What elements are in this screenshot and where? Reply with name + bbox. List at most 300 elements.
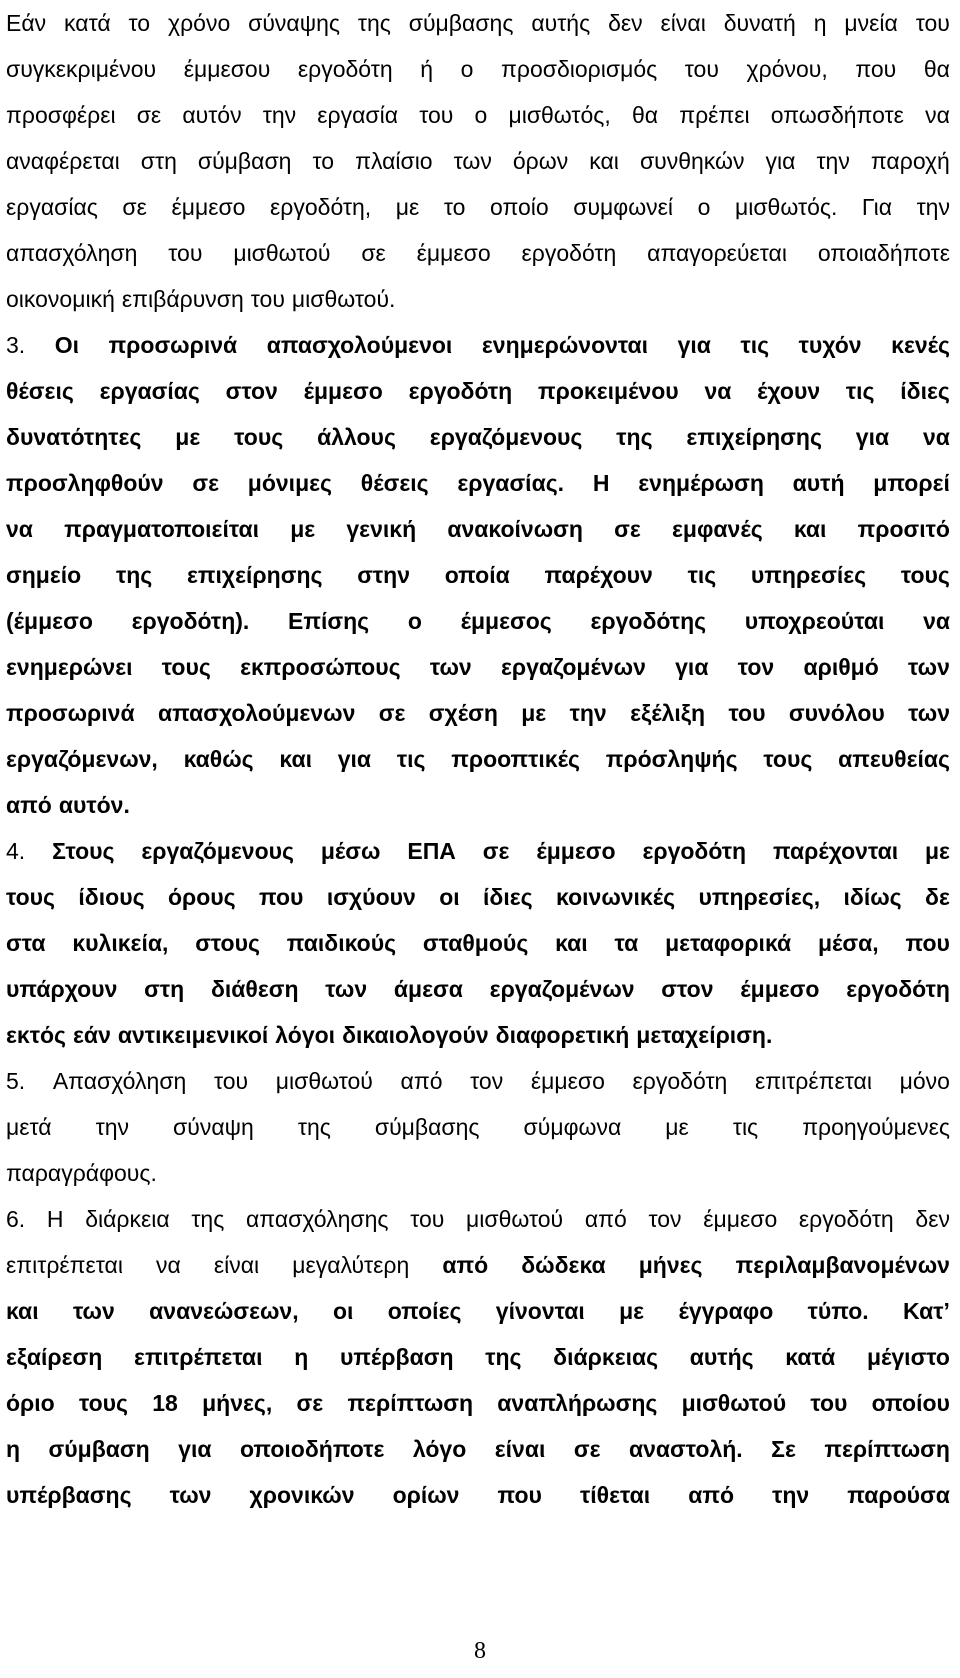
word: με: [521, 700, 547, 726]
word: γενική: [346, 516, 417, 542]
word: (έμμεσο: [6, 608, 93, 634]
word: τον: [648, 1206, 682, 1232]
word: προσδιορισμός: [501, 56, 658, 82]
word: Επίσης: [288, 608, 370, 634]
word: επιτρέπεται: [754, 1068, 872, 1094]
word: παρέχονται: [772, 838, 899, 864]
word: θέσεις: [360, 470, 429, 496]
word: μεταχείριση.: [636, 1022, 773, 1048]
paragraph: [6, 828, 950, 1058]
word: εργασίας: [6, 194, 98, 220]
word: έχουν: [757, 378, 821, 404]
word: να: [925, 102, 950, 128]
word: επιτρέπεται: [6, 1252, 123, 1278]
word: εκτός: [6, 1022, 67, 1048]
text-line: [6, 276, 950, 322]
word: σύμβασης: [408, 10, 514, 36]
word: έμμεσος: [460, 608, 552, 634]
word: δεν: [915, 1206, 950, 1232]
text-line: [6, 92, 950, 138]
word: στον: [661, 976, 714, 1002]
word: Στους: [52, 838, 115, 864]
word: εργοδότη: [632, 1068, 728, 1094]
word: λόγοι: [275, 1022, 336, 1048]
word: καθώς: [183, 746, 254, 772]
word: εργοδότη: [642, 838, 747, 864]
word: ΕΠΑ: [407, 838, 456, 864]
text-line: [6, 460, 950, 506]
word: κενές: [891, 332, 950, 358]
word: οποίου: [871, 1390, 950, 1416]
text-line: [6, 920, 950, 966]
word: της: [485, 1344, 522, 1370]
document-body: [6, 0, 950, 1518]
word: σε: [378, 700, 406, 726]
word: διαφορετική: [495, 1022, 630, 1048]
word: ο: [460, 56, 474, 82]
text-line: [6, 230, 950, 276]
word: του: [728, 700, 766, 726]
word: την: [916, 194, 950, 220]
word: προηγούμενες: [802, 1114, 950, 1140]
word: η: [6, 1436, 21, 1462]
word: προσιτό: [857, 516, 950, 542]
word: τις: [396, 746, 426, 772]
word: που: [905, 930, 950, 956]
word: συμφωνεί: [573, 194, 674, 220]
word: περίπτωση: [347, 1390, 474, 1416]
word: στην: [357, 562, 411, 588]
word: παρούσα: [847, 1482, 950, 1508]
word: να: [923, 608, 950, 634]
word: την: [816, 148, 850, 174]
word: ισχύουν: [326, 884, 416, 910]
word: μέγιστο: [866, 1344, 950, 1370]
word: των: [325, 976, 368, 1002]
text-line: [6, 598, 950, 644]
word: μετά: [6, 1114, 52, 1140]
word: σε: [573, 1436, 601, 1462]
word: και: [279, 746, 312, 772]
word: δικαιολογούν: [342, 1022, 489, 1048]
word: αυτόν.: [58, 792, 130, 818]
text-line: [6, 184, 950, 230]
word: σύναψη: [173, 1114, 254, 1140]
document-page: [6, 0, 950, 1518]
word: μνεία: [844, 10, 898, 36]
word: σε: [122, 194, 147, 220]
word: όρων: [512, 148, 569, 174]
word: προοπτικές: [451, 746, 580, 772]
word: παραγράφους.: [6, 1160, 157, 1186]
word: του: [168, 240, 203, 266]
word: αυτής: [531, 10, 591, 36]
word: σε: [136, 102, 162, 128]
word: ίδιες: [483, 884, 533, 910]
word: από: [400, 1068, 443, 1094]
word: εργοδότη).: [131, 608, 250, 634]
word: αυτή: [792, 470, 845, 496]
text-line: [6, 506, 950, 552]
word: αυτόν: [182, 102, 242, 128]
word: Η: [46, 1206, 64, 1232]
word: υπέρβαση: [339, 1344, 454, 1370]
word: αναπλήρωσης: [497, 1390, 658, 1416]
word: απευθείας: [838, 746, 950, 772]
word: εργοδότη: [846, 976, 950, 1002]
word: απαγορεύεται: [647, 240, 787, 266]
text-line: [6, 368, 950, 414]
word: μισθωτού: [681, 1390, 787, 1416]
word: οπωσδήποτε: [770, 102, 904, 128]
word: σύναψης: [248, 10, 340, 36]
text-line: [6, 1150, 950, 1196]
word: μέσω: [320, 838, 381, 864]
word: ο: [474, 102, 488, 128]
word: με: [924, 838, 950, 864]
word: έμμεσου: [183, 56, 271, 82]
word: του: [410, 1206, 445, 1232]
word: ορίων: [392, 1482, 460, 1508]
word: εργαζόμενους: [141, 838, 294, 864]
word: ο: [697, 194, 711, 220]
word: η: [294, 1344, 309, 1370]
word: επιχείρησης: [686, 424, 822, 450]
word: μεταφορικά: [665, 930, 792, 956]
word: των: [908, 654, 950, 680]
word: να: [156, 1252, 181, 1278]
word: αναστολή.: [628, 1436, 743, 1462]
text-line: [6, 782, 950, 828]
word: επιχείρησης: [186, 562, 323, 588]
word: εργαζόμενους: [429, 424, 583, 450]
word: ο: [407, 608, 422, 634]
word: δεν: [608, 10, 643, 36]
word: τις: [732, 1114, 759, 1140]
word: προσληφθούν: [6, 470, 164, 496]
word: για: [677, 332, 711, 358]
word: παρέχουν: [544, 562, 653, 588]
word: υπέρβασης: [6, 1482, 132, 1508]
word: για: [178, 1436, 212, 1462]
word: Εάν: [6, 10, 47, 36]
word: τύπο.: [807, 1298, 869, 1324]
text-line: [6, 1472, 950, 1518]
word: από: [584, 1206, 627, 1232]
word: εργοδότη: [521, 240, 617, 266]
word: 3.: [6, 332, 26, 358]
word: σε: [192, 470, 219, 496]
word: τους: [900, 562, 950, 588]
word: έμμεσο: [740, 976, 820, 1002]
word: και: [6, 1298, 39, 1324]
text-line: [6, 1012, 950, 1058]
word: τις: [687, 562, 717, 588]
text-line: [6, 1288, 950, 1334]
text-line: [6, 966, 950, 1012]
word: θέσεις: [6, 378, 74, 404]
word: κατά: [64, 10, 111, 36]
word: οποίες: [387, 1298, 462, 1324]
word: έμμεσο: [171, 194, 246, 220]
word: είναι: [494, 1436, 546, 1462]
word: δε: [925, 884, 950, 910]
word: Η: [592, 470, 610, 496]
word: τις: [740, 332, 770, 358]
word: τους: [78, 1390, 128, 1416]
word: το: [128, 10, 151, 36]
word: τους: [763, 746, 813, 772]
word: τα: [614, 930, 639, 956]
word: σύμβαση: [197, 148, 292, 174]
word: τους: [161, 654, 211, 680]
word: ενημέρωση: [638, 470, 764, 496]
word: Σε: [771, 1436, 796, 1462]
word: προσφέρει: [6, 102, 116, 128]
word: εάν: [73, 1022, 111, 1048]
word: στη: [144, 976, 185, 1002]
word: υπηρεσίες: [750, 562, 867, 588]
text-line: [6, 322, 950, 368]
word: μισθωτού.: [291, 286, 396, 312]
word: της: [115, 562, 153, 588]
word: που: [497, 1482, 542, 1508]
text-line: [6, 1334, 950, 1380]
word: αυτής: [689, 1344, 754, 1370]
text-line: [6, 552, 950, 598]
word: της: [357, 10, 391, 36]
word: πρόσληψής: [605, 746, 738, 772]
text-line: [6, 1426, 950, 1472]
word: οι: [439, 884, 460, 910]
word: πρέπει: [679, 102, 750, 128]
word: του: [915, 10, 950, 36]
word: με: [175, 424, 201, 450]
word: σε: [296, 1390, 324, 1416]
word: προκειμένου: [537, 378, 679, 404]
word: δυνατότητες: [6, 424, 142, 450]
word: οποία: [444, 562, 510, 588]
word: απασχόλησης: [245, 1206, 389, 1232]
word: Οι: [54, 332, 80, 358]
word: ιδίως: [843, 884, 902, 910]
word: του: [810, 1390, 848, 1416]
word: έμμεσο: [536, 838, 616, 864]
word: τους: [6, 884, 56, 910]
word: των: [453, 148, 492, 174]
text-line: [6, 690, 950, 736]
word: Κατ’: [903, 1298, 950, 1324]
word: τους: [234, 424, 284, 450]
word: Απασχόληση: [52, 1068, 187, 1094]
word: 4.: [6, 838, 26, 864]
text-line: [6, 46, 950, 92]
word: υπηρεσίες,: [698, 884, 821, 910]
word: οποιαδήποτε: [817, 240, 950, 266]
word: 5.: [6, 1068, 26, 1094]
word: και: [555, 930, 588, 956]
word: κοινωνικές: [556, 884, 676, 910]
word: συνόλου: [788, 700, 885, 726]
word: άμεσα: [393, 976, 463, 1002]
word: μπορεί: [873, 470, 950, 496]
word: άλλους: [317, 424, 396, 450]
text-line: [6, 1196, 950, 1242]
word: εργοδότη: [408, 378, 513, 404]
word: όριο: [6, 1390, 55, 1416]
word: στον: [225, 378, 278, 404]
word: 18: [152, 1390, 178, 1416]
word: υποχρεούται: [744, 608, 885, 634]
word: τον: [470, 1068, 504, 1094]
word: εργοδότη: [798, 1206, 894, 1232]
word: σύμβασης: [374, 1114, 480, 1140]
word: οικονομική: [6, 286, 115, 312]
word: είναι: [660, 10, 706, 36]
word: τυχόν: [798, 332, 862, 358]
word: σχέση: [428, 700, 498, 726]
word: στη: [140, 148, 177, 174]
word: μέσα,: [817, 930, 879, 956]
word: πλαίσιο: [355, 148, 433, 174]
word: η: [813, 10, 827, 36]
text-line: [6, 828, 950, 874]
page-number: 8: [474, 1638, 486, 1664]
word: της: [191, 1206, 225, 1232]
word: με: [290, 516, 316, 542]
word: εργασίας: [99, 378, 200, 404]
text-line: [6, 874, 950, 920]
word: τον: [737, 654, 775, 680]
word: μισθωτός.: [735, 194, 838, 220]
word: δυνατή: [723, 10, 796, 36]
word: την: [772, 1482, 810, 1508]
word: με: [395, 194, 420, 220]
word: Για: [861, 194, 893, 220]
word: διάρκεια: [85, 1206, 170, 1232]
word: έγγραφο: [678, 1298, 774, 1324]
word: μήνες,: [202, 1390, 273, 1416]
word: εργαζομένων: [489, 976, 635, 1002]
word: μεγαλύτερη: [292, 1252, 410, 1278]
word: του: [419, 102, 454, 128]
word: συγκεκριμένου: [6, 56, 157, 82]
paragraph: [6, 322, 950, 828]
word: ή: [420, 56, 434, 82]
word: από: [6, 792, 52, 818]
word: προσωρινά: [108, 332, 238, 358]
text-line: [6, 0, 950, 46]
word: θα: [923, 56, 950, 82]
word: γίνονται: [495, 1298, 585, 1324]
word: στους: [195, 930, 260, 956]
word: για: [855, 424, 890, 450]
word: ίδιους: [78, 884, 145, 910]
word: της: [297, 1114, 331, 1140]
word: της: [616, 424, 653, 450]
word: διάρκειας: [553, 1344, 659, 1370]
word: που: [855, 56, 897, 82]
word: εξέλιξη: [630, 700, 706, 726]
text-line: [6, 644, 950, 690]
word: το: [312, 148, 335, 174]
word: των: [169, 1482, 212, 1508]
word: εργασία: [317, 102, 399, 128]
word: χρόνου,: [746, 56, 828, 82]
word: λόγο: [412, 1436, 467, 1462]
word: εξαίρεση: [6, 1344, 103, 1370]
word: τίθεται: [579, 1482, 651, 1508]
word: σε: [482, 838, 510, 864]
word: σε: [361, 240, 386, 266]
word: μισθωτού: [233, 240, 331, 266]
word: απασχολούμενων: [157, 700, 356, 726]
word: παιδικούς: [286, 930, 397, 956]
word: εργασίας.: [457, 470, 565, 496]
word: εργοδότης: [590, 608, 707, 634]
word: για: [675, 654, 709, 680]
word: που: [259, 884, 304, 910]
word: απασχόληση: [6, 240, 138, 266]
word: περίπτωση: [824, 1436, 950, 1462]
word: του: [684, 56, 719, 82]
word: 6.: [6, 1206, 26, 1232]
word: για: [765, 148, 796, 174]
word: του: [213, 1068, 249, 1094]
paragraph: [6, 1058, 950, 1196]
word: κυλικεία,: [72, 930, 169, 956]
word: εργαζομένων: [500, 654, 646, 680]
word: ανανεώσεων,: [149, 1298, 299, 1324]
word: και: [589, 148, 619, 174]
word: από: [688, 1482, 735, 1508]
word: των: [72, 1298, 115, 1324]
word: ίδιες: [900, 378, 950, 404]
word: μόνιμες: [247, 470, 333, 496]
word: έμμεσο: [303, 378, 383, 404]
word: με: [619, 1298, 645, 1324]
word: οποιοδήποτε: [239, 1436, 385, 1462]
word: σημείο: [6, 562, 82, 588]
word: την: [569, 700, 607, 726]
word: οποίο: [490, 194, 549, 220]
word: να: [6, 516, 33, 542]
word: για: [337, 746, 372, 772]
word: μισθωτός,: [508, 102, 611, 128]
word: επιτρέπεται: [134, 1344, 263, 1370]
word: δώδεκα: [521, 1252, 606, 1278]
paragraph: [6, 0, 950, 322]
word: σύμφωνα: [523, 1114, 622, 1140]
word: αντικειμενικοί: [117, 1022, 269, 1048]
word: το: [443, 194, 466, 220]
word: στα: [6, 930, 46, 956]
text-line: [6, 1058, 950, 1104]
word: απασχολούμενοι: [266, 332, 453, 358]
word: σε: [614, 516, 641, 542]
word: με: [665, 1114, 689, 1140]
word: υπάρχουν: [6, 976, 118, 1002]
word: πραγματοποιείται: [64, 516, 260, 542]
word: μήνες: [638, 1252, 703, 1278]
paragraph: [6, 1196, 950, 1518]
word: παροχή: [870, 148, 950, 174]
word: οι: [332, 1298, 354, 1324]
word: μόνο: [899, 1068, 950, 1094]
word: ενημερώνονται: [481, 332, 649, 358]
text-line: [6, 1380, 950, 1426]
word: έμμεσο: [416, 240, 491, 266]
